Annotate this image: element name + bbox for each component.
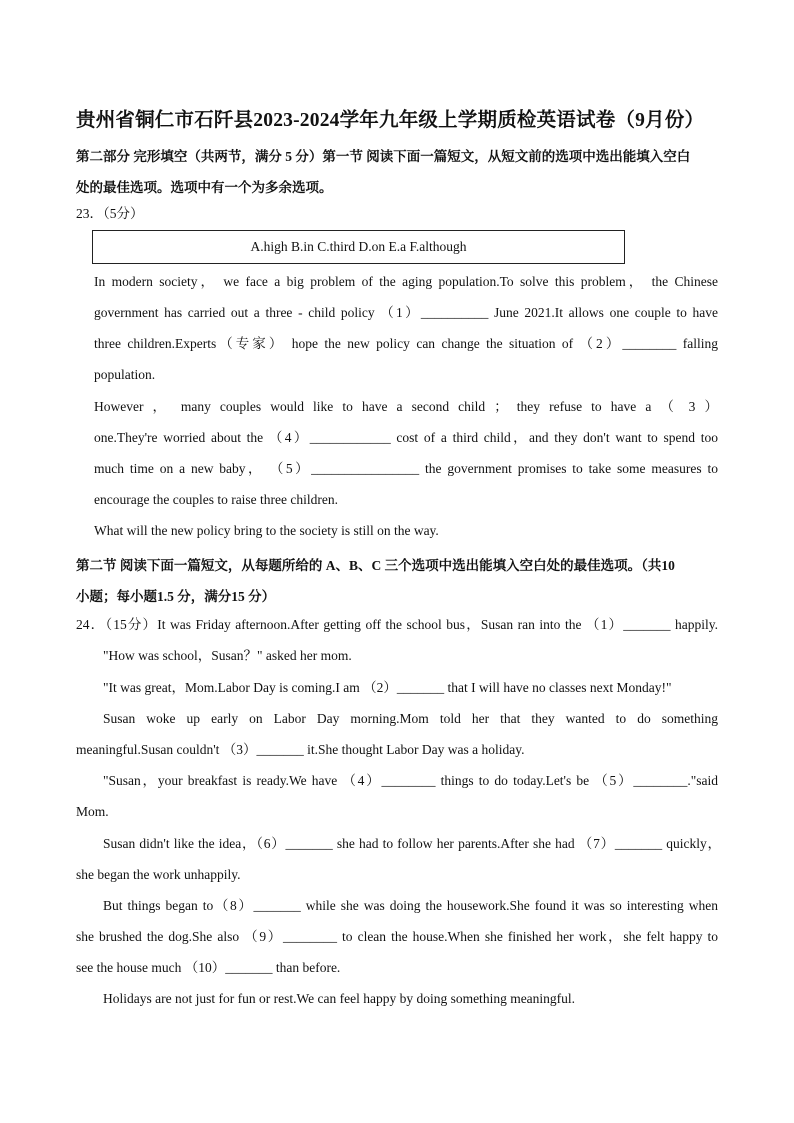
passage-23-line: In modern society， we face a big problem of the aging population.To solve this problem， the Chinese <box>94 274 718 289</box>
passage-24-line: "It was great，Mom.Labor Day is coming.I am （2）_______ that I will have no classes next Monday!" <box>103 680 672 695</box>
passage-23-line: one.They're worried about the （4）____________ cost of a third child，and they don't want to spend too <box>94 430 718 445</box>
passage-24-line: Susan woke up early on Labor Day morning.Mom told her that they wanted to do something <box>103 711 718 726</box>
passage-23-line: What will the new policy bring to the society is still on the way. <box>94 523 439 538</box>
passage-24-line: meaningful.Susan couldn't （3）_______ it.She thought Labor Day was a holiday. <box>76 742 525 757</box>
passage-24-line: Mom. <box>76 804 109 819</box>
options-text: A.high B.in C.third D.on E.a F.although <box>250 239 467 254</box>
part2-heading-line1: 第二部分 完形填空（共两节，满分 5 分）第一节 阅读下面一篇短文，从短文前的选项中选出能填入空白 <box>76 149 691 164</box>
question-23-label: 23．（5分） <box>76 206 144 221</box>
passage-24-line: she brushed the dog.She also （9）________ to clean the house.When she finished her work，she felt happy to <box>76 929 718 944</box>
passage-23-line: However ， many couples would like to have a second child ； they refuse to have a （ 3 ） <box>94 399 718 414</box>
passage-24-line: Susan didn't like the idea，（6）_______ she had to follow her parents.After she had （7）_______ quickly， <box>103 836 721 851</box>
passage-24-line: Holidays are not just for fun or rest.We can feel happy by doing something meaningful. <box>103 991 576 1006</box>
passage-24-line: see the house much （10）_______ than before. <box>76 960 341 975</box>
passage-23-line: government has carried out a three - child policy （1）__________ June 2021.It allows one couple to have <box>94 305 718 320</box>
passage-24-line: But things began to（8）_______ while she was doing the housework.She found it was so interesting when <box>103 898 718 913</box>
passage-23-line: encourage the couples to raise three children. <box>94 492 339 507</box>
options-box <box>92 230 625 264</box>
passage-24-line: 24．（15分）It was Friday afternoon.After getting off the school bus，Susan ran into the （1）_______ happily. <box>76 617 718 632</box>
passage-23-line: population. <box>94 367 156 382</box>
passage-23-line: three children.Experts（专家） hope the new policy can change the situation of （2）________ falling <box>94 336 718 351</box>
section2-heading-line2: 小题；每小题1.5 分，满分15 分） <box>76 589 276 604</box>
part2-heading-line2: 处的最佳选项。选项中有一个为多余选项。 <box>76 180 333 195</box>
passage-24-line: "How was school，Susan？" asked her mom. <box>103 648 352 663</box>
page-title: 贵州省铜仁市石阡县2023-2024学年九年级上学期质检英语试卷（9月份） <box>76 110 705 131</box>
section2-heading-line1: 第二节 阅读下面一篇短文，从每题所给的 A、B、C 三个选项中选出能填入空白处的最佳选项。（共10 <box>76 558 675 573</box>
passage-23-line: much time on a new baby， （5）________________ the government promises to take some measures to <box>94 461 718 476</box>
passage-24-line: "Susan，your breakfast is ready.We have （4）________ things to do today.Let's be （5）________."said <box>103 773 718 788</box>
passage-24-line: she began the work unhappily. <box>76 867 241 882</box>
